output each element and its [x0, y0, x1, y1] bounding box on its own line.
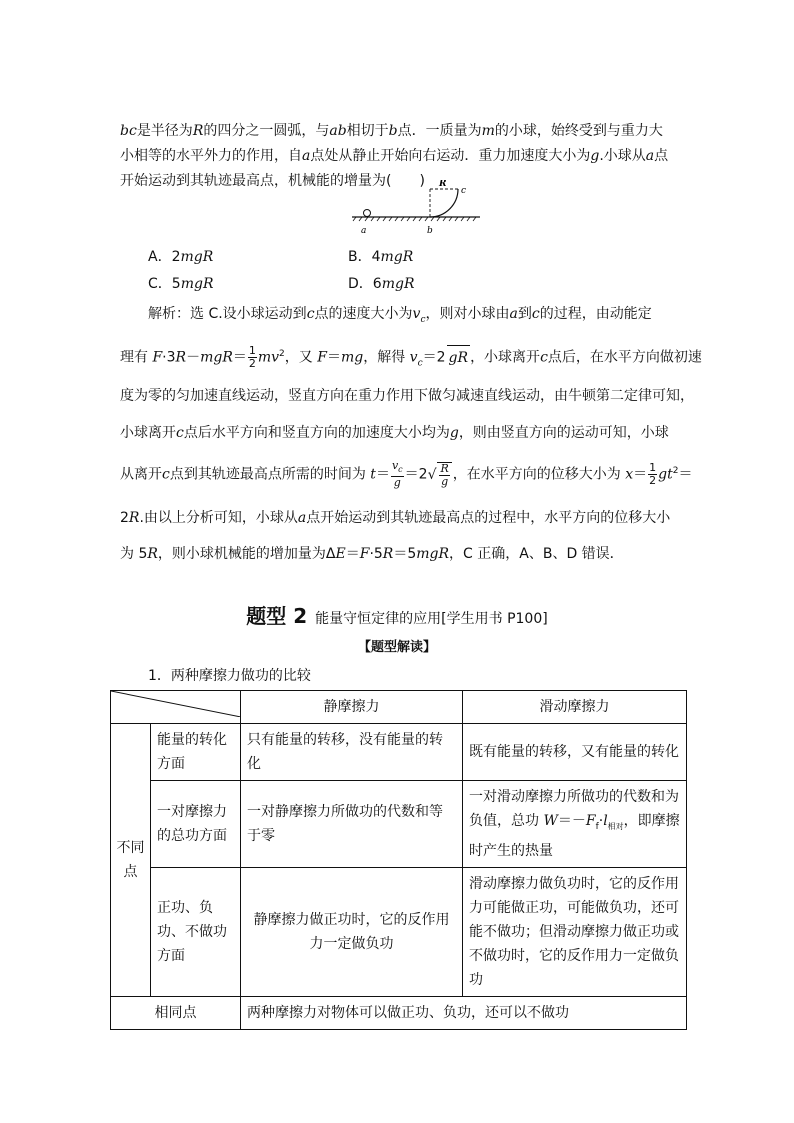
fraction-half: $\frac{1}{2}$	[248, 344, 256, 371]
aspect-cell: 正功、负功、不做功方面	[151, 867, 241, 996]
table-row	[111, 867, 687, 996]
ball-icon	[364, 210, 371, 217]
option-b: B．4mgR	[348, 249, 414, 265]
solution-line-1: 解析：选 C.设小球运动到c点的速度大小为$v_c$，则对小球由a到c的过程，由动能定	[148, 306, 652, 325]
section-heading	[0, 600, 794, 629]
label-a: a	[361, 226, 367, 236]
sliding-cell: 既有能量的转移，又有能量的转化	[463, 724, 687, 781]
section-number: 题型 2	[246, 604, 308, 628]
item-1-title: 1．两种摩擦力做功的比较	[148, 668, 311, 684]
option-c: C．5mgR	[148, 276, 214, 292]
fraction-half-2: $\frac{1}{2}$	[649, 461, 657, 488]
solution-line-7: 为 5R，则小球机械能的增加量为ΔE＝F·5R＝5mgR，C 正确，A、B、D 错误．	[120, 546, 624, 562]
sliding-cell: 一对滑动摩擦力所做功的代数和为负值，总功 $W=-F_f\cdot l_{相对}$，即摩擦时产生的热量	[463, 781, 687, 868]
static-cell: 一对静摩擦力所做功的代数和等于零	[241, 781, 463, 868]
ground-hatch	[353, 217, 476, 221]
problem-line-1: bc是半径为R的四分之一圆弧，与ab相切于b点．一质量为m的小球，始终受到与重力大	[120, 123, 663, 139]
table-row	[111, 724, 687, 781]
solution-line-6: 2R.由以上分析可知，小球从a点开始运动到其轨迹最高点的过程中，水平方向的位移大小	[120, 510, 671, 526]
table-row-same	[111, 996, 687, 1029]
header-sliding: 滑动摩擦力	[463, 691, 687, 724]
static-cell: 只有能量的转移，没有能量的转化	[241, 724, 463, 781]
solution-line-2: 理有 F·3R－mgR＝ $\frac{1}{2}$ $mv^2$，又 F＝mg，解得 $v_c=2$ gR ，小球离开c点后，在水平方向做初速	[120, 344, 702, 371]
diagonal-line	[111, 691, 241, 717]
label-c: c	[461, 186, 467, 196]
solution-line-4: 小球离开c点后水平方向和竖直方向的加速度大小均为g，则由竖直方向的运动可知，小球	[120, 425, 669, 441]
track-figure	[350, 180, 500, 238]
static-cell: 静摩擦力做正功时，它的反作用力一定做负功	[241, 867, 463, 996]
table-row	[111, 781, 687, 868]
problem-line-2: 小相等的水平外力的作用，自a点处从静止开始向右运动．重力加速度大小为g.小球从a点	[120, 148, 669, 164]
comparison-table	[110, 690, 687, 1030]
problem-line-3b: 开始运动到其轨迹最高点，机械能的增量为( )	[120, 173, 425, 189]
option-a: A．2mgR	[148, 249, 214, 265]
sub-heading: 【题型解读】	[357, 640, 436, 655]
solution-line-5: 从离开c点到其轨迹最高点所需的时间为 t＝ $\frac{v_c}{g}$ ＝2√ $\frac{R}{g}$ ，在水平方向的位移大小为 x＝ $\frac{1}{2}$ $gt^2=$	[120, 459, 693, 490]
label-R: R	[439, 180, 447, 189]
section-title: 能量守恒定律的应用[学生用书 P100]	[315, 611, 548, 627]
same-text: 两种摩擦力对物体可以做正功、负功，还可以不做功	[241, 996, 687, 1029]
label-b: b	[427, 226, 433, 236]
same-label: 相同点	[111, 996, 241, 1029]
aspect-cell: 一对摩擦力的总功方面	[151, 781, 241, 868]
header-static: 静摩擦力	[241, 691, 463, 724]
sqrt-gR: gR	[447, 345, 471, 370]
aspect-cell: 能量的转化方面	[151, 724, 241, 781]
table-header-row	[111, 691, 687, 724]
sqrt-R-over-g: $\frac{R}{g}$	[437, 462, 451, 488]
group-label-different: 不同点	[111, 724, 151, 997]
option-d: D．6mgR	[348, 276, 415, 292]
fraction-vc-g: $\frac{v_c}{g}$	[391, 459, 403, 490]
solution-line-3: 度为零的匀加速直线运动，竖直方向在重力作用下做匀减速直线运动，由牛顿第二定律可知，	[120, 388, 694, 404]
quarter-arc	[430, 189, 458, 217]
diagonal-header-cell	[111, 691, 241, 724]
sliding-cell: 滑动摩擦力做负功时，它的反作用力可能做正功，可能做负功，还可能不做功；但滑动摩擦力做正功或不做功时，它的反作用力一定做负功	[463, 867, 687, 996]
